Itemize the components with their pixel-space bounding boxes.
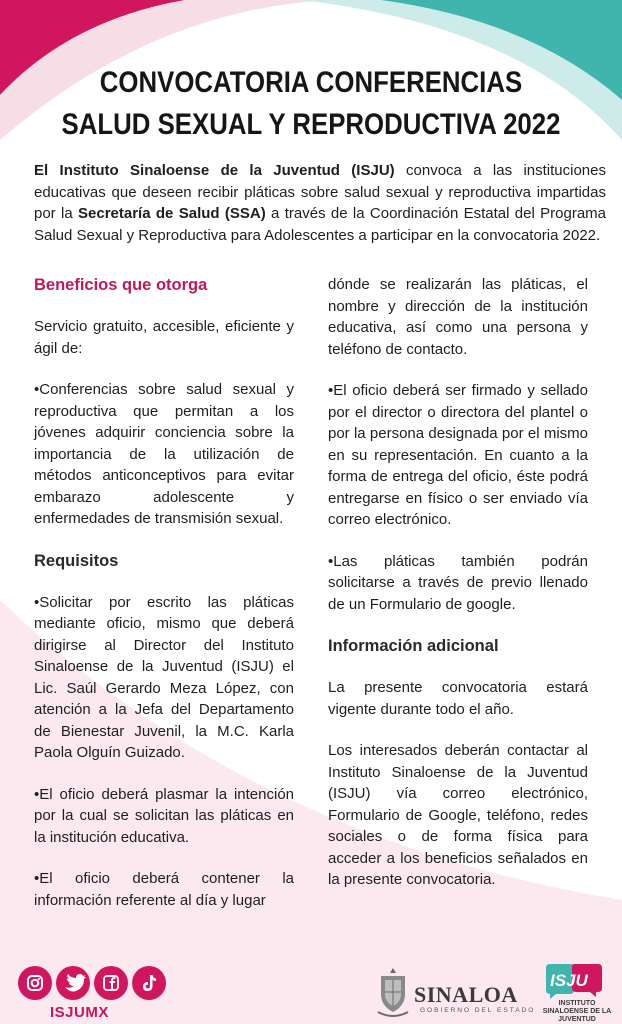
- government-subtitle: GOBIERNO DEL ESTADO: [420, 1007, 536, 1014]
- requisitos-paragraph-4: •El oficio deberá ser firmado y sellado por el director o directora del plantel o por la persona designada por el mismo en su representación. En cuanto a la forma de entrega del oficio, éste podrá entregarse en físico o ser enviado vía correo electrónico.: [328, 382, 588, 528]
- intro-text-b: a través de la Coordinación Estatal del Programa Salud Sexual y Reproductiva para Adolescentes a participar en la convocatoria 2022.: [34, 205, 607, 244]
- page-title: [44, 62, 579, 146]
- info-paragraph-2: Los interesados deberán contactar al Instituto Sinaloense de la Juventud (ISJU) vía correo electrónico, Formulario de Google, teléfono, redes sociales o de forma física para acceder a los beneficios señalados en la presente convocatoria.: [328, 742, 588, 888]
- state-crest-icon: [376, 966, 410, 1020]
- requisitos-paragraph-5: •Las pláticas también podrán solicitarse a través de previo llenado de un Formulario de google.: [328, 552, 588, 613]
- requisitos-paragraph-3-start: •El oficio deberá contener la información referente al día y lugar: [34, 870, 294, 909]
- isju-logo: [542, 964, 604, 1000]
- title-line-2: SALUD SEXUAL Y REPRODUCTIVA 2022: [61, 108, 561, 141]
- title-line-1: CONVOCATORIA CONFERENCIAS: [99, 66, 523, 99]
- intro-org-name: El Instituto Sinaloense de la Juventud (ISJU): [34, 162, 395, 179]
- instagram-icon[interactable]: [18, 966, 52, 1000]
- right-column: [328, 274, 588, 891]
- institution-logos: [374, 962, 614, 1024]
- social-handle: ISJUMX: [50, 1004, 109, 1021]
- requisitos-paragraph-2: •El oficio deberá plasmar la intención por la cual se solicitan las pláticas en la institución educativa.: [34, 785, 294, 846]
- beneficios-heading: Beneficios que otorga: [34, 276, 208, 294]
- info-paragraph-1: La presente convocatoria estará vigente durante todo el año.: [328, 679, 588, 718]
- intro-ssa-name: Secretaría de Salud (SSA): [78, 205, 266, 222]
- twitter-icon[interactable]: [56, 966, 90, 1000]
- government-name: SINALOA: [414, 982, 518, 1007]
- intro-text-a: convoca a las instituciones educativas que deseen recibir pláticas sobre salud sexual y reproductiva impartidas por la: [34, 162, 606, 222]
- info-heading: Información adicional: [328, 637, 499, 655]
- beneficios-paragraph-2: •Conferencias sobre salud sexual y reproductiva que permitan a los jóvenes adquirir conciencia sobre la importancia de la utilización de métodos anticonceptivos para evitar embarazo adolescente y enfermedades de transmisión sexual.: [34, 381, 294, 527]
- social-links: [18, 966, 178, 1024]
- tiktok-icon[interactable]: [132, 966, 166, 1000]
- requisitos-paragraph-3-cont: dónde se realizarán las pláticas, el nombre y dirección de la institución educativa, así como una persona y teléfono de contacto.: [328, 276, 588, 358]
- isju-logo-text: ISJU: [550, 971, 588, 990]
- isju-name: INSTITUTO SINALOENSE DE LA JUVENTUD: [542, 1000, 612, 1023]
- requisitos-paragraph-1: •Solicitar por escrito las pláticas mediante oficio, mismo que deberá dirigirse al Director del Instituto Sinaloense de la Juventud (ISJU) el Lic. Saúl Gerardo Meza López, con atención a la Jefa del Departamento de Bienestar Juvenil, la M.C. Karla Paola Olguín Guizado.: [34, 593, 294, 761]
- beneficios-paragraph-1: Servicio gratuito, accesible, eficiente y ágil de:: [34, 318, 294, 357]
- requisitos-heading: Requisitos: [34, 551, 119, 570]
- left-column: [34, 274, 294, 911]
- intro-paragraph: [34, 160, 606, 246]
- facebook-icon[interactable]: [94, 966, 128, 1000]
